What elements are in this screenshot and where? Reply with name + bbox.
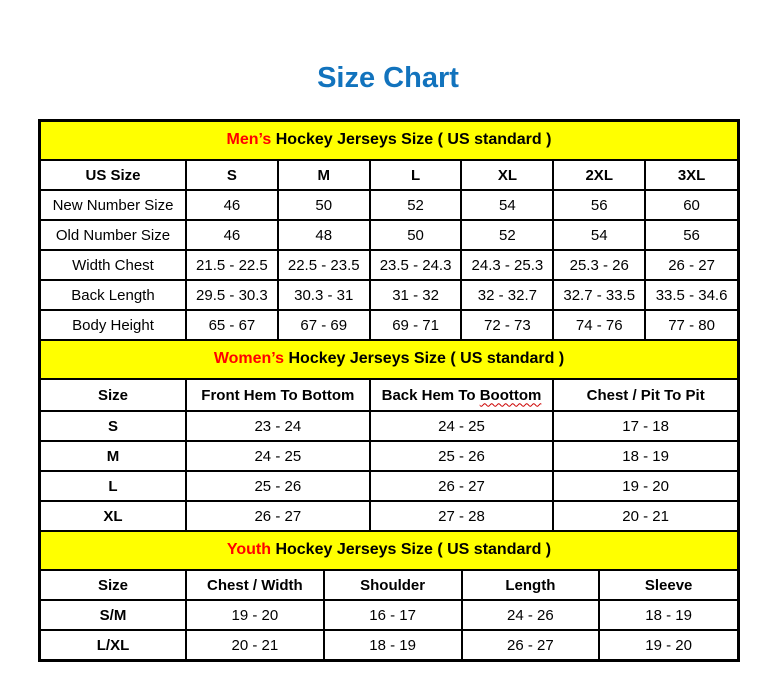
column-header-text: Back Hem To [381,386,476,404]
column-header: Sleeve [599,571,737,600]
cell-value: 19 - 20 [553,471,737,501]
cell-value: 50 [278,190,370,220]
cell-value: 16 - 17 [324,600,462,630]
cell-value: 54 [461,190,553,220]
cell-value: 31 - 32 [370,280,462,310]
table-row [41,501,737,530]
cell-value: 18 - 19 [324,630,462,659]
column-header: S [186,161,278,190]
cell-value: 50 [370,220,462,250]
cell-value: 56 [553,190,645,220]
cell-value: 26 - 27 [462,630,600,659]
cell-value: 18 - 19 [599,600,737,630]
cell-value: 24.3 - 25.3 [461,250,553,280]
cell-value: 19 - 20 [186,600,324,630]
column-header: Length [462,571,600,600]
row-label: Body Height [41,310,186,339]
row-label: S/M [41,600,186,630]
cell-value: 29.5 - 30.3 [186,280,278,310]
cell-value: 25 - 26 [186,471,370,501]
men-band-highlight: Men’s [226,131,272,148]
column-header: 3XL [645,161,737,190]
cell-value: 26 - 27 [186,501,370,530]
cell-value: 67 - 69 [278,310,370,339]
cell-value: 26 - 27 [645,250,737,280]
men-size-table [41,161,737,339]
cell-value: 26 - 27 [370,471,554,501]
table-row [41,411,737,441]
youth-header-row [41,571,737,600]
column-header: Size [41,571,186,600]
women-size-table [41,380,737,530]
size-chart-table [38,119,740,662]
cell-value: 24 - 26 [462,600,600,630]
men-header-row [41,161,737,190]
cell-value: 18 - 19 [553,441,737,471]
cell-value: 20 - 21 [186,630,324,659]
youth-band-text: Hockey Jerseys Size ( US standard ) [275,541,552,558]
table-row [41,471,737,501]
cell-value: 23.5 - 24.3 [370,250,462,280]
cell-value: 25.3 - 26 [553,250,645,280]
row-label: Old Number Size [41,220,186,250]
page-title: Size Chart [317,62,459,94]
cell-value: 32.7 - 33.5 [553,280,645,310]
column-header: Front Hem To Bottom [186,380,370,411]
cell-value: 33.5 - 34.6 [645,280,737,310]
column-header: Chest / Pit To Pit [553,380,737,411]
row-label: XL [41,501,186,530]
row-label: L [41,471,186,501]
women-header-row [41,380,737,411]
men-band-text: Hockey Jerseys Size ( US standard ) [275,131,552,148]
cell-value: 46 [186,220,278,250]
table-row [41,310,737,339]
youth-band-highlight: Youth [226,541,271,558]
cell-value: 77 - 80 [645,310,737,339]
table-row [41,220,737,250]
cell-value: 21.5 - 22.5 [186,250,278,280]
cell-value: 17 - 18 [553,411,737,441]
table-row [41,600,737,630]
column-header: XL [461,161,553,190]
table-row [41,280,737,310]
cell-value: 65 - 67 [186,310,278,339]
row-label: Back Length [41,280,186,310]
cell-value: 52 [370,190,462,220]
men-section-band [41,122,737,161]
table-row [41,441,737,471]
cell-value: 48 [278,220,370,250]
cell-value: 20 - 21 [553,501,737,530]
table-row [41,250,737,280]
cell-value: 19 - 20 [599,630,737,659]
cell-value: 46 [186,190,278,220]
cell-value: 54 [553,220,645,250]
row-label: L/XL [41,630,186,659]
women-band-text: Hockey Jerseys Size ( US standard ) [288,350,565,367]
row-label: New Number Size [41,190,186,220]
column-header: Shoulder [324,571,462,600]
column-header: M [278,161,370,190]
cell-value: 32 - 32.7 [461,280,553,310]
row-label: Width Chest [41,250,186,280]
youth-size-table [41,571,737,659]
cell-value: 30.3 - 31 [278,280,370,310]
column-header: 2XL [553,161,645,190]
cell-value: 24 - 25 [370,411,554,441]
column-header: Chest / Width [186,571,324,600]
column-header [370,380,554,411]
cell-value: 56 [645,220,737,250]
column-header: US Size [41,161,186,190]
row-label: M [41,441,186,471]
cell-value: 72 - 73 [461,310,553,339]
table-row [41,190,737,220]
table-row [41,630,737,659]
women-band-highlight: Women’s [213,350,285,367]
column-header: Size [41,380,186,411]
misspelled-word: Boottom [479,386,542,404]
cell-value: 25 - 26 [370,441,554,471]
youth-section-band [41,530,737,571]
cell-value: 22.5 - 23.5 [278,250,370,280]
cell-value: 60 [645,190,737,220]
cell-value: 69 - 71 [370,310,462,339]
cell-value: 74 - 76 [553,310,645,339]
cell-value: 24 - 25 [186,441,370,471]
women-section-band [41,339,737,380]
cell-value: 52 [461,220,553,250]
cell-value: 27 - 28 [370,501,554,530]
cell-value: 23 - 24 [186,411,370,441]
row-label: S [41,411,186,441]
column-header: L [370,161,462,190]
